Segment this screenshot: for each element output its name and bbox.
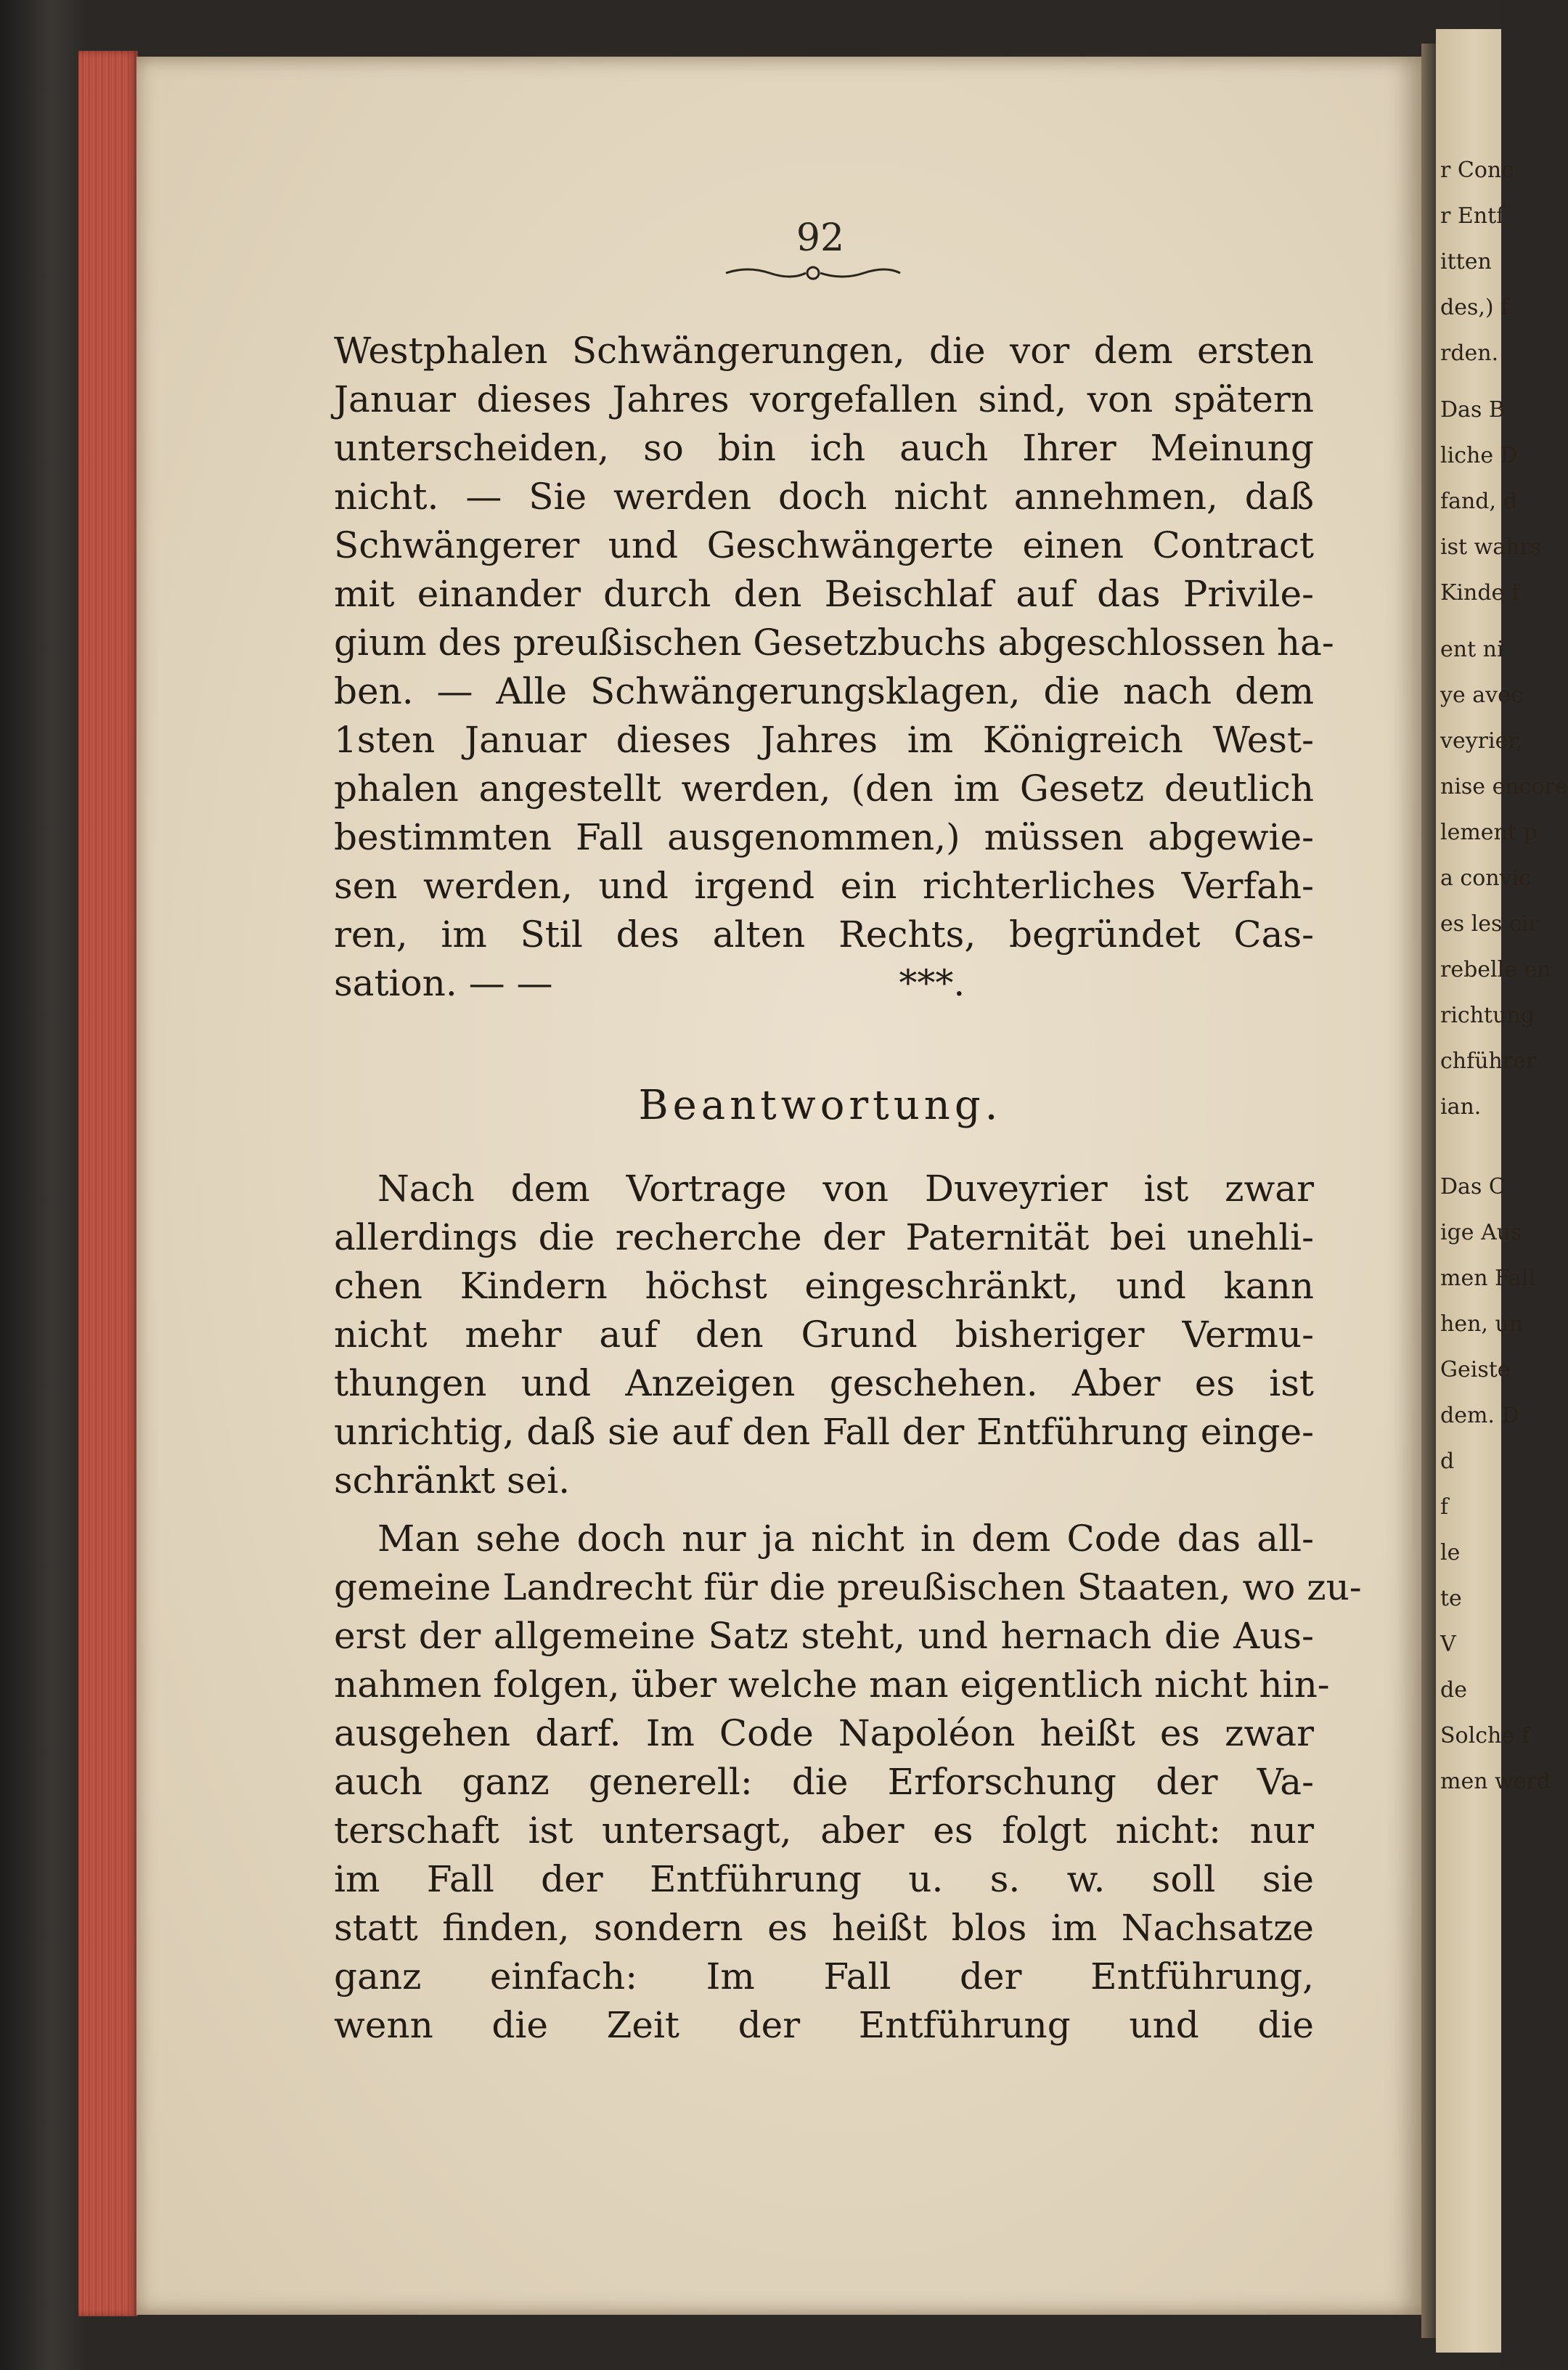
- facing-page-fragment: men werd: [1440, 1769, 1551, 1794]
- text-line: wenn die Zeit der Entführung und die: [334, 2004, 1314, 2046]
- facing-page-fragment: liche D: [1440, 443, 1518, 468]
- text-line: statt finden, sondern es heißt blos im Nachsatze: [334, 1907, 1314, 1949]
- text-line: Schwängerer und Geschwängerte einen Contract: [334, 524, 1314, 566]
- text-line: nicht. — Sie werden doch nicht annehmen, daß: [334, 476, 1314, 518]
- facing-page-fragment: a convic: [1440, 866, 1531, 891]
- text-line: im Fall der Entführung u. s. w. soll sie: [334, 1858, 1314, 1900]
- text-line: sen werden, und irgend ein richterliches Verfah-: [334, 865, 1314, 907]
- facing-page-fragment: men Fall: [1440, 1266, 1535, 1291]
- text-line: chen Kindern höchst eingeschränkt, und kann: [334, 1265, 1314, 1307]
- text-line: phalen angestellt werden, (den im Gesetz deutlich: [334, 767, 1314, 810]
- facing-page-fragment: fand, d: [1440, 489, 1517, 514]
- text-line: mit einander durch den Beischlaf auf das Privile-: [334, 573, 1314, 615]
- text-line: thungen und Anzeigen geschehen. Aber es ist: [334, 1362, 1314, 1404]
- facing-page-fragment: richtung: [1440, 1003, 1535, 1028]
- text-line: ren, im Stil des alten Rechts, begründet Cas-: [334, 913, 1314, 956]
- facing-page-fragment: Das C: [1440, 1174, 1506, 1200]
- facing-page-fragment: ent ni: [1440, 637, 1504, 662]
- facing-page-fragment: ige Aus: [1440, 1220, 1522, 1245]
- text-line: nahmen folgen, über welche man eigentlich nicht hin-: [334, 1664, 1330, 1706]
- text-line: ben. — Alle Schwängerungsklagen, die nach dem: [334, 670, 1314, 712]
- facing-page-sliver: [1436, 29, 1568, 2353]
- text-line: Westphalen Schwängerungen, die vor dem ersten: [334, 330, 1314, 372]
- facing-page-fragment: Kinde f: [1440, 580, 1519, 606]
- facing-page-fragment: d: [1440, 1449, 1455, 1474]
- facing-page-fragment: f: [1440, 1494, 1449, 1520]
- text-line: Man sehe doch nur ja nicht in dem Code das all-: [377, 1518, 1314, 1560]
- text-line: erst der allgemeine Satz steht, und hernach die Aus-: [334, 1615, 1314, 1657]
- facing-page-fragment: Das B: [1440, 397, 1505, 423]
- ornament-rule: [719, 261, 907, 283]
- text-line: auch ganz generell: die Erforschung der Va-: [334, 1761, 1314, 1803]
- facing-page-fragment: Solche f: [1440, 1723, 1530, 1748]
- text-line: sation. — — ***.: [334, 962, 965, 1004]
- text-line: Januar dieses Jahres vorgefallen sind, von spätern: [334, 378, 1314, 420]
- facing-page-fragment: r Conc: [1440, 158, 1514, 183]
- text-line: terschaft ist untersagt, aber es folgt nicht: nur: [334, 1809, 1314, 1852]
- text-line: bestimmten Fall ausgenommen,) müssen abgewie-: [334, 816, 1314, 858]
- book-cover-edge: [0, 0, 87, 2370]
- facing-page-fragment: lement p: [1440, 820, 1538, 845]
- text-line: unrichtig, daß sie auf den Fall der Entführung einge-: [334, 1411, 1314, 1453]
- text-line: gium des preußischen Gesetzbuchs abgeschlossen ha-: [334, 622, 1334, 664]
- facing-page-fragment: rebelle en: [1440, 957, 1551, 982]
- facing-page-fragment: de: [1440, 1677, 1467, 1703]
- facing-page-fragment: ian.: [1440, 1094, 1482, 1120]
- facing-page-fragment: es les cir: [1440, 911, 1539, 937]
- text-line: schränkt sei.: [334, 1459, 571, 1502]
- facing-page-fragment: Geiste: [1440, 1357, 1511, 1382]
- facing-page-fragment: te: [1440, 1586, 1462, 1611]
- facing-page-fragment: ye avec: [1440, 683, 1523, 708]
- facing-page-fragment: hen, un: [1440, 1311, 1524, 1337]
- facing-page-fragment: r Entf: [1440, 203, 1505, 229]
- facing-page-fragment: dem. D: [1440, 1403, 1519, 1428]
- text-line: Nach dem Vortrage von Duveyrier ist zwar: [377, 1168, 1314, 1210]
- text-line: nicht mehr auf den Grund bisheriger Vermu-: [334, 1314, 1314, 1356]
- facing-page-fragment: le: [1440, 1540, 1461, 1565]
- facing-page-fragment: nise encore: [1440, 774, 1568, 799]
- facing-page-fragment: V: [1440, 1632, 1456, 1657]
- text-line: allerdings die recherche der Paternität bei unehli-: [334, 1216, 1314, 1258]
- text-line: gemeine Landrecht für die preußischen Staaten, wo zu-: [334, 1566, 1362, 1608]
- facing-page-fragment: des,) f: [1440, 295, 1509, 320]
- facing-page-fragment: veyrier,: [1440, 728, 1523, 754]
- facing-page-fragment: rden.: [1440, 341, 1499, 366]
- section-heading: Beantwortung.: [638, 1082, 1003, 1129]
- facing-page-fragment: ist wahrs: [1440, 534, 1542, 560]
- text-line: 1sten Januar dieses Jahres im Königreich West-: [334, 719, 1314, 761]
- facing-page-fragment: itten: [1440, 249, 1492, 274]
- red-page-edges: [78, 51, 138, 2316]
- text-line: ganz einfach: Im Fall der Entführung,: [334, 1955, 1314, 1998]
- page-number: 92: [796, 216, 845, 260]
- text-line: ausgehen darf. Im Code Napoléon heißt es zwar: [334, 1712, 1314, 1754]
- text-line: unterscheiden, so bin ich auch Ihrer Meinung: [334, 427, 1314, 469]
- facing-page-fragment: chführer: [1440, 1048, 1537, 1074]
- book-gutter: [1421, 44, 1437, 2338]
